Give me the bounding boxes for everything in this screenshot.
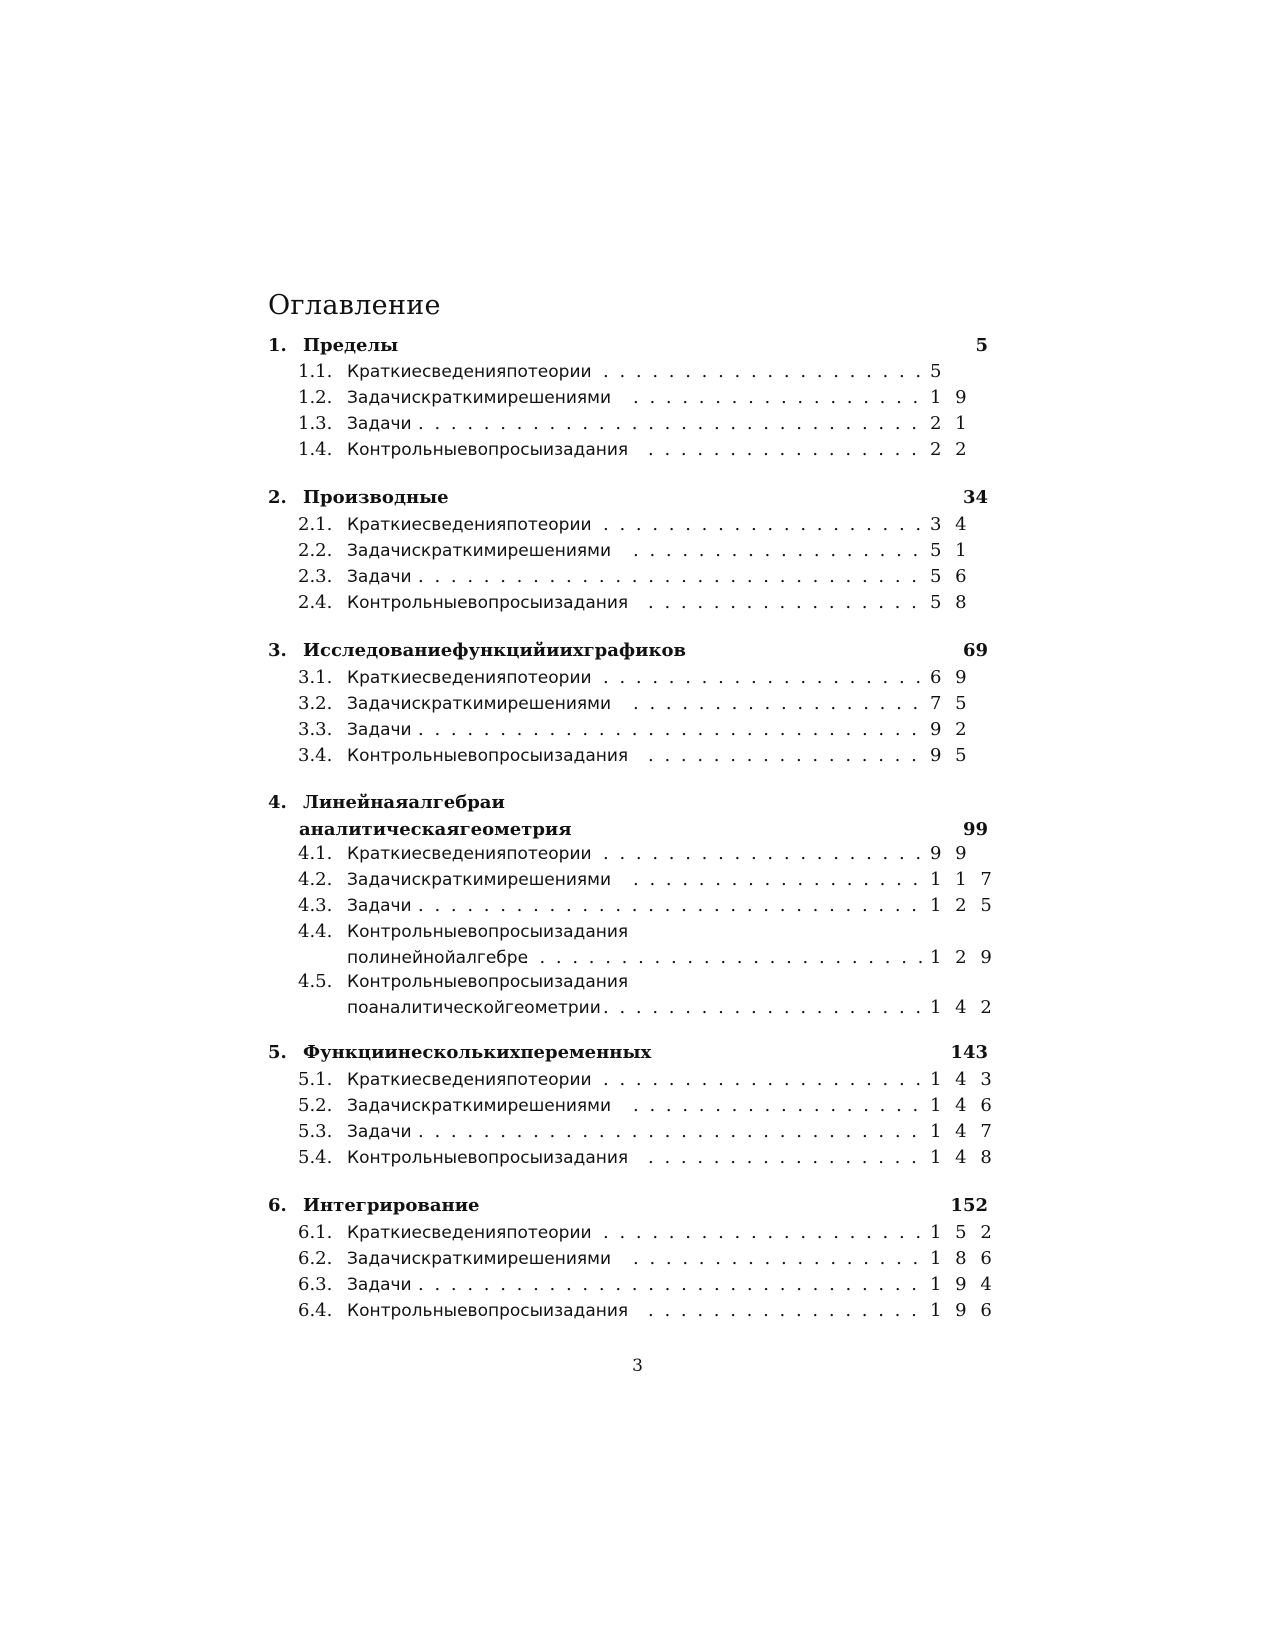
section-title: Контрольныевопросыизадания [347, 922, 629, 942]
section-page: 1 2 9 [930, 947, 996, 968]
section-entry[interactable] [298, 969, 996, 1021]
section-page: 1 4 2 [930, 997, 996, 1018]
chapter-page: 143 [950, 1042, 988, 1063]
section-page: 1 4 3 [930, 1069, 996, 1090]
dot-leader [418, 564, 923, 590]
section-number: 4.4. [298, 921, 333, 942]
section-entry[interactable] [298, 411, 988, 437]
section-page: 9 2 [930, 719, 971, 740]
section-title: Задачискраткимирешениями [347, 1249, 612, 1269]
section-title: Краткиесведенияпотеории [347, 844, 592, 864]
section-entry[interactable] [298, 867, 996, 893]
section-page: 7 5 [930, 693, 971, 714]
section-number: 5.1. [298, 1069, 333, 1090]
section-entry[interactable] [298, 1067, 996, 1093]
section-page: 1 2 5 [930, 895, 996, 916]
section-entry[interactable] [298, 1272, 996, 1298]
section-page: 1 9 4 [930, 1274, 996, 1295]
section-title: Контрольныевопросыизадания [347, 1148, 629, 1168]
section-page: 5 8 [930, 592, 971, 613]
section-page: 1 9 6 [930, 1300, 996, 1321]
section-entry[interactable] [298, 919, 996, 971]
dot-leader [633, 867, 923, 893]
section-page: 9 5 [930, 745, 971, 766]
section-page: 5 6 [930, 566, 971, 587]
dot-leader [648, 1145, 923, 1171]
chapter-page: 69 [962, 640, 988, 661]
section-page: 1 8 6 [930, 1248, 996, 1269]
chapter-page: 34 [962, 487, 988, 508]
dot-leader [603, 359, 923, 385]
chapter-heading[interactable] [268, 333, 988, 359]
section-title: Задачи [347, 896, 412, 916]
chapter-title: Линейнаяалгебраи [303, 792, 505, 813]
section-number: 4.1. [298, 843, 333, 864]
section-number: 5.2. [298, 1095, 333, 1116]
section-number: 2.4. [298, 592, 333, 613]
dot-leader [648, 590, 923, 616]
section-page: 5 1 [930, 540, 971, 561]
section-entry[interactable] [298, 1093, 996, 1119]
section-number: 3.1. [298, 667, 333, 688]
chapter-page: 99 [962, 819, 988, 840]
section-entry[interactable] [298, 538, 988, 564]
section-title: Контрольныевопросыизадания [347, 746, 629, 766]
dot-leader [603, 995, 923, 1021]
chapter-title-continued: аналитическаягеометрия [299, 819, 572, 840]
section-title: Краткиесведенияпотеории [347, 668, 592, 688]
section-number: 1.3. [298, 413, 333, 434]
section-page: 9 9 [930, 843, 971, 864]
chapter-heading[interactable] [268, 485, 988, 511]
dot-leader [648, 743, 923, 769]
section-page: 5 [930, 361, 946, 382]
section-number: 3.3. [298, 719, 333, 740]
section-title-continued: полинейнойалгебре [347, 948, 529, 968]
page-title: Оглавление [268, 290, 441, 321]
section-title: Контрольныевопросыизадания [347, 440, 629, 460]
page-number: 3 [632, 1356, 643, 1376]
section-entry[interactable] [298, 717, 988, 743]
section-number: 6.1. [298, 1222, 333, 1243]
section-title: Контрольныевопросыизадания [347, 1301, 629, 1321]
chapter-number: 5. [268, 1042, 287, 1063]
dot-leader [633, 1093, 923, 1119]
section-title: Задачискраткимирешениями [347, 388, 612, 408]
section-title: Краткиесведенияпотеории [347, 1070, 592, 1090]
chapter-number: 1. [268, 335, 287, 356]
dot-leader [418, 1119, 923, 1145]
section-number: 1.1. [298, 361, 333, 382]
chapter-heading[interactable] [268, 790, 988, 843]
section-title: Краткиесведенияпотеории [347, 1223, 592, 1243]
section-title: Задачи [347, 1122, 412, 1142]
section-title: Задачискраткимирешениями [347, 1096, 612, 1116]
section-number: 1.2. [298, 387, 333, 408]
section-number: 5.3. [298, 1121, 333, 1142]
section-title: Задачискраткимирешениями [347, 541, 612, 561]
section-number: 6.2. [298, 1248, 333, 1269]
dot-leader [648, 1298, 923, 1324]
chapter-page: 5 [975, 335, 988, 356]
section-number: 3.4. [298, 745, 333, 766]
chapter-number: 6. [268, 1195, 287, 1216]
section-number: 4.3. [298, 895, 333, 916]
dot-leader [603, 1067, 923, 1093]
section-number: 3.2. [298, 693, 333, 714]
section-title: Задачи [347, 720, 412, 740]
chapter-number: 2. [268, 487, 287, 508]
section-page: 1 4 7 [930, 1121, 996, 1142]
chapter-title: Функциинесколькихпеременных [303, 1042, 652, 1063]
section-number: 2.3. [298, 566, 333, 587]
section-entry[interactable] [298, 437, 988, 463]
section-entry[interactable] [298, 512, 988, 538]
section-page: 3 4 [930, 514, 971, 535]
section-page: 1 4 8 [930, 1147, 996, 1168]
dot-leader [418, 411, 923, 437]
dot-leader [633, 1246, 923, 1272]
section-number: 1.4. [298, 439, 333, 460]
section-entry[interactable] [298, 359, 988, 385]
chapter-number: 4. [268, 792, 287, 813]
dot-leader [633, 538, 923, 564]
dot-leader [523, 945, 923, 971]
section-entry[interactable] [298, 1298, 996, 1324]
section-entry[interactable] [298, 1246, 996, 1272]
section-entry[interactable] [298, 743, 988, 769]
section-title: Задачи [347, 567, 412, 587]
section-title: Краткиесведенияпотеории [347, 515, 592, 535]
section-entry[interactable] [298, 691, 988, 717]
section-entry[interactable] [298, 1220, 996, 1246]
section-page: 1 5 2 [930, 1222, 996, 1243]
dot-leader [418, 717, 923, 743]
dot-leader [603, 665, 923, 691]
section-title: Задачискраткимирешениями [347, 694, 612, 714]
section-entry[interactable] [298, 665, 988, 691]
section-number: 4.2. [298, 869, 333, 890]
dot-leader [603, 512, 923, 538]
section-title-continued: поаналитическойгеометрии [347, 998, 601, 1018]
section-number: 2.2. [298, 540, 333, 561]
section-title: Задачискраткимирешениями [347, 870, 612, 890]
chapter-heading[interactable] [268, 638, 988, 664]
dot-leader [603, 1220, 923, 1246]
section-entry[interactable] [298, 590, 988, 616]
section-entry[interactable] [298, 1145, 996, 1171]
section-number: 2.1. [298, 514, 333, 535]
chapter-heading[interactable] [268, 1193, 988, 1219]
section-page: 1 4 6 [930, 1095, 996, 1116]
chapter-number: 3. [268, 640, 287, 661]
section-entry[interactable] [298, 1119, 996, 1145]
section-entry[interactable] [298, 385, 988, 411]
section-page: 6 9 [930, 667, 971, 688]
section-page: 1 9 [930, 387, 971, 408]
section-number: 6.4. [298, 1300, 333, 1321]
dot-leader [648, 437, 923, 463]
chapter-title: Пределы [303, 335, 399, 356]
section-title: Задачи [347, 414, 412, 434]
chapter-title: Производные [303, 487, 449, 508]
section-entry[interactable] [298, 893, 996, 919]
section-number: 6.3. [298, 1274, 333, 1295]
section-entry[interactable] [298, 564, 988, 590]
section-number: 5.4. [298, 1147, 333, 1168]
section-title: Краткиесведенияпотеории [347, 362, 592, 382]
dot-leader [418, 1272, 923, 1298]
section-page: 2 2 [930, 439, 971, 460]
dot-leader [633, 385, 923, 411]
dot-leader [633, 691, 923, 717]
chapter-title: Интегрирование [303, 1195, 480, 1216]
section-title: Задачи [347, 1275, 412, 1295]
section-page: 1 1 7 [930, 869, 996, 890]
chapter-heading[interactable] [268, 1040, 988, 1066]
dot-leader [603, 841, 923, 867]
dot-leader [418, 893, 923, 919]
chapter-title: Исследованиефункцийиихграфиков [303, 640, 686, 661]
section-title: Контрольныевопросыизадания [347, 972, 629, 992]
section-entry[interactable] [298, 841, 988, 867]
section-title: Контрольныевопросыизадания [347, 593, 629, 613]
chapter-page: 152 [950, 1195, 988, 1216]
section-page: 2 1 [930, 413, 971, 434]
section-number: 4.5. [298, 971, 333, 992]
